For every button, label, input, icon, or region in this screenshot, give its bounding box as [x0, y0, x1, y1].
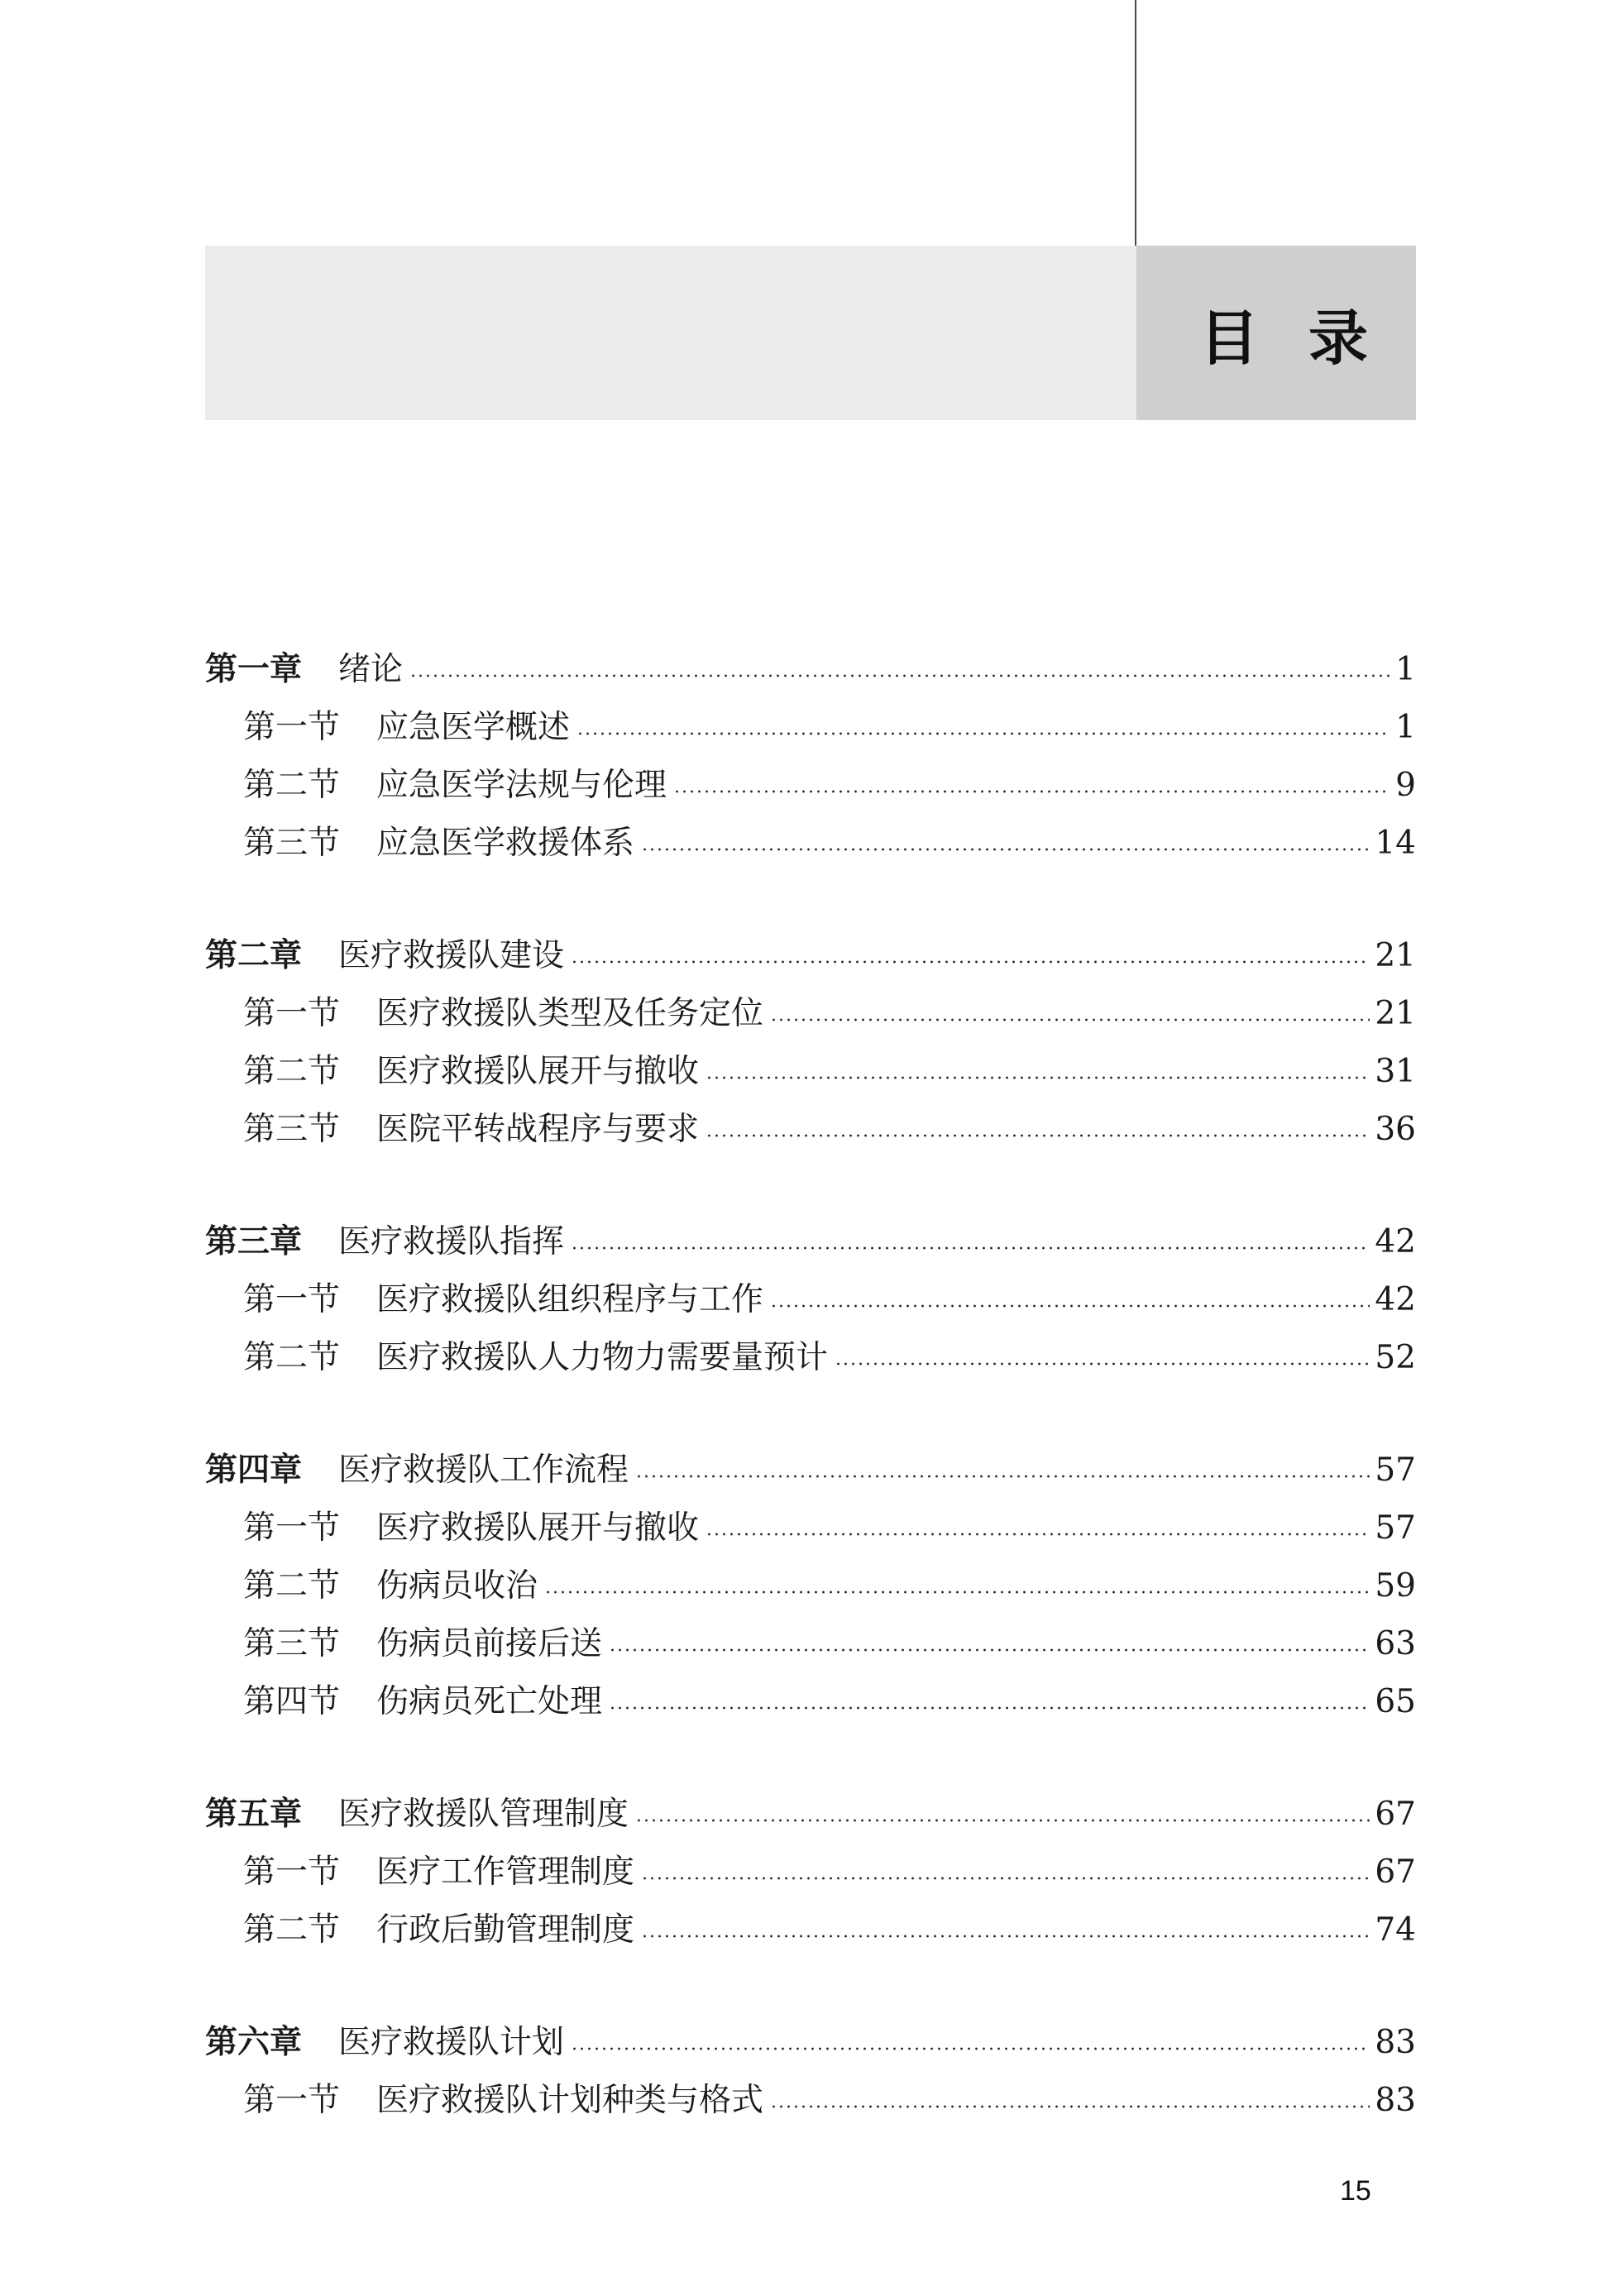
section-title: 医疗救援队类型及任务定位 [376, 995, 764, 1032]
chapter-page-number: 83 [1375, 2024, 1416, 2061]
section-page-number: 36 [1375, 1111, 1416, 1148]
chapter-spacer [205, 1731, 1416, 1786]
section-label: 第一节 [243, 1509, 341, 1547]
toc-section-entry[interactable] [205, 1043, 1416, 1101]
dot-leader [641, 848, 1370, 851]
toc-section-entry[interactable] [205, 985, 1416, 1043]
dot-leader [635, 1475, 1370, 1478]
chapter-title: 医疗救援队建设 [338, 937, 565, 974]
toc-section-entry[interactable] [205, 1271, 1416, 1329]
section-title: 伤病员死亡处理 [376, 1683, 603, 1720]
chapter-label: 第六章 [205, 2024, 303, 2061]
section-title: 医疗工作管理制度 [376, 1854, 635, 1891]
chapter-spacer [205, 1387, 1416, 1442]
dot-leader [635, 1819, 1370, 1822]
dot-leader [673, 790, 1390, 793]
dot-leader [770, 1304, 1370, 1308]
table-of-contents [205, 641, 1416, 2130]
dot-leader [770, 2105, 1370, 2108]
section-label: 第四节 [243, 1683, 341, 1720]
section-title: 应急医学法规与伦理 [376, 767, 667, 804]
chapter-page-number: 57 [1375, 1452, 1416, 1489]
chapter-title: 医疗救援队计划 [338, 2024, 565, 2061]
page-title-char-1: 目 [1198, 303, 1308, 373]
toc-chapter-entry[interactable] [205, 1213, 1416, 1271]
page-title [1136, 246, 1416, 420]
dot-leader [770, 1018, 1370, 1021]
section-label: 第三节 [243, 825, 341, 862]
section-label: 第三节 [243, 1625, 341, 1662]
chapter-title: 绪论 [338, 651, 404, 688]
section-page-number: 21 [1375, 995, 1416, 1032]
dot-leader [835, 1362, 1370, 1366]
section-page-number: 57 [1375, 1509, 1416, 1547]
section-page-number: 14 [1375, 825, 1416, 862]
section-label: 第二节 [243, 1053, 341, 1090]
chapter-page-number: 21 [1375, 937, 1416, 974]
section-label: 第二节 [243, 1339, 341, 1376]
section-label: 第一节 [243, 1281, 341, 1318]
toc-section-entry[interactable] [205, 1673, 1416, 1731]
section-label: 第二节 [243, 767, 341, 804]
section-title: 伤病员收治 [376, 1567, 538, 1605]
section-title: 医院平转战程序与要求 [376, 1111, 700, 1148]
section-label: 第二节 [243, 1567, 341, 1605]
dot-leader [571, 2047, 1370, 2050]
chapter-label: 第四章 [205, 1452, 303, 1489]
section-title: 医疗救援队人力物力需要量预计 [376, 1339, 829, 1376]
section-title: 行政后勤管理制度 [376, 1911, 635, 1949]
toc-section-entry[interactable] [205, 2072, 1416, 2130]
section-page-number: 65 [1375, 1683, 1416, 1720]
chapter-label: 第三章 [205, 1223, 303, 1260]
toc-section-entry[interactable] [205, 699, 1416, 757]
section-label: 第二节 [243, 1911, 341, 1949]
toc-section-entry[interactable] [205, 1557, 1416, 1615]
toc-section-entry[interactable] [205, 1844, 1416, 1901]
chapter-label: 第二章 [205, 937, 303, 974]
section-label: 第一节 [243, 1854, 341, 1891]
chapter-label: 第一章 [205, 651, 303, 688]
section-title: 伤病员前接后送 [376, 1625, 603, 1662]
toc-chapter-entry[interactable] [205, 1786, 1416, 1844]
section-page-number: 67 [1375, 1854, 1416, 1891]
chapter-page-number: 1 [1395, 651, 1416, 688]
section-label: 第一节 [243, 995, 341, 1032]
dot-leader [544, 1590, 1370, 1594]
section-page-number: 1 [1395, 709, 1416, 746]
chapter-spacer [205, 1959, 1416, 2014]
section-label: 第一节 [243, 709, 341, 746]
section-page-number: 52 [1375, 1339, 1416, 1376]
section-title: 医疗救援队展开与撤收 [376, 1053, 700, 1090]
section-page-number: 63 [1375, 1625, 1416, 1662]
section-title: 应急医学概述 [376, 709, 571, 746]
chapter-page-number: 67 [1375, 1796, 1416, 1833]
section-title: 应急医学救援体系 [376, 825, 635, 862]
section-title: 医疗救援队计划种类与格式 [376, 2082, 764, 2119]
toc-chapter-entry[interactable] [205, 641, 1416, 699]
chapter-spacer [205, 873, 1416, 927]
dot-leader [571, 960, 1370, 964]
section-page-number: 31 [1375, 1053, 1416, 1090]
toc-section-entry[interactable] [205, 1615, 1416, 1673]
section-page-number: 59 [1375, 1567, 1416, 1605]
toc-section-entry[interactable] [205, 815, 1416, 873]
chapter-spacer [205, 1159, 1416, 1213]
chapter-title: 医疗救援队指挥 [338, 1223, 565, 1260]
page-title-char-2: 录 [1308, 303, 1368, 373]
toc-section-entry[interactable] [205, 1901, 1416, 1959]
section-label: 第一节 [243, 2082, 341, 2119]
dot-leader [641, 1877, 1370, 1880]
section-page-number: 83 [1375, 2082, 1416, 2119]
section-page-number: 9 [1395, 767, 1416, 804]
page-number: 15 [1340, 2175, 1371, 2207]
chapter-title: 医疗救援队管理制度 [338, 1796, 629, 1833]
toc-chapter-entry[interactable] [205, 927, 1416, 985]
dot-leader [609, 1706, 1370, 1710]
dot-leader [609, 1648, 1370, 1652]
toc-section-entry[interactable] [205, 1500, 1416, 1557]
dot-leader [706, 1533, 1370, 1536]
chapter-page-number: 42 [1375, 1223, 1416, 1260]
dot-leader [706, 1134, 1370, 1137]
dot-leader [706, 1076, 1370, 1079]
chapter-label: 第五章 [205, 1796, 303, 1833]
toc-section-entry[interactable] [205, 1101, 1416, 1159]
section-page-number: 74 [1375, 1911, 1416, 1949]
section-label: 第三节 [243, 1111, 341, 1148]
toc-chapter-entry[interactable] [205, 2014, 1416, 2072]
toc-section-entry[interactable] [205, 757, 1416, 815]
dot-leader [641, 1935, 1370, 1938]
dot-leader [409, 674, 1390, 677]
section-title: 医疗救援队组织程序与工作 [376, 1281, 764, 1318]
section-title: 医疗救援队展开与撤收 [376, 1509, 700, 1547]
section-page-number: 42 [1375, 1281, 1416, 1318]
toc-chapter-entry[interactable] [205, 1442, 1416, 1500]
chapter-title: 医疗救援队工作流程 [338, 1452, 629, 1489]
dot-leader [576, 732, 1390, 735]
toc-section-entry[interactable] [205, 1329, 1416, 1387]
dot-leader [571, 1246, 1370, 1250]
